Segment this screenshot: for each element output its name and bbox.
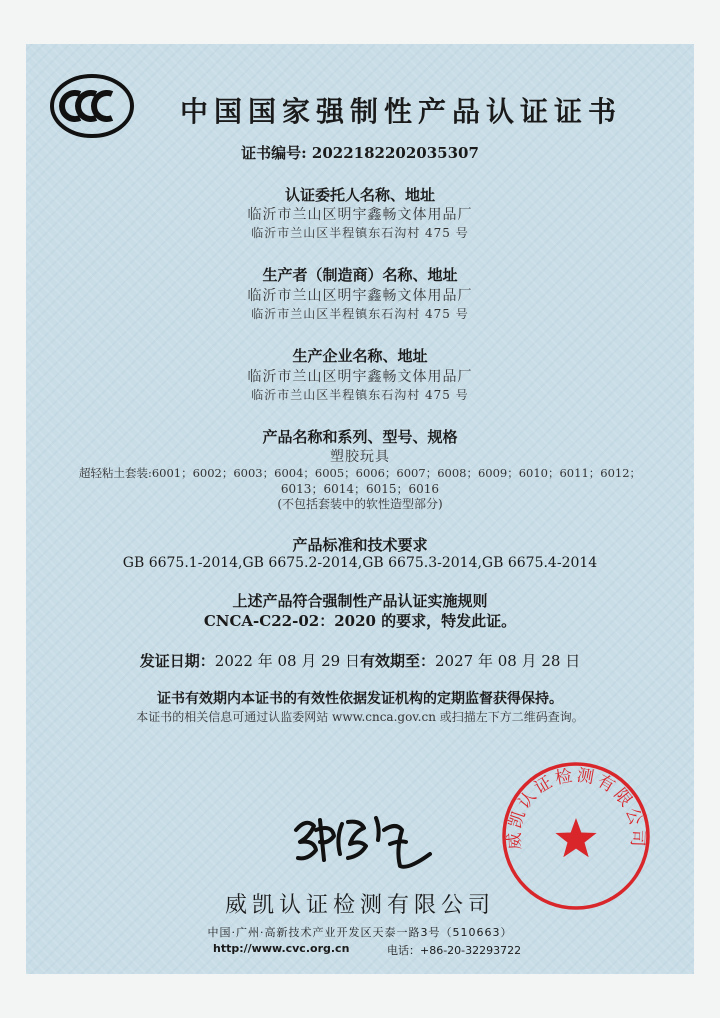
- ccc-logo: [50, 74, 134, 138]
- query-note: 本证书的相关信息可通过认监委网站 www.cnca.gov.cn 或扫描左下方二维码查询。: [136, 710, 584, 724]
- conformity-line1: 上述产品符合强制性产品认证实施规则: [232, 592, 488, 610]
- stamp-star-icon: [555, 818, 596, 857]
- certificate-title: 中国国家强制性产品认证证书: [180, 95, 623, 128]
- standard-heading: 产品标准和技术要求: [292, 536, 428, 554]
- handwritten-signature: [286, 800, 436, 880]
- applicant-address: 临沂市兰山区半程镇东石沟村 475 号: [251, 226, 469, 240]
- issuer-address: 中国·广州·高新技术产业开发区天泰一路3号（510663）: [207, 926, 513, 939]
- product-note: (不包括套装中的软性造型部分): [277, 497, 443, 511]
- factory-name: 临沂市兰山区明宇鑫畅文体用品厂: [247, 369, 473, 385]
- product-heading: 产品名称和系列、型号、规格: [262, 428, 458, 446]
- issuer-website: http://www.cvc.org.cn: [213, 942, 350, 955]
- manufacturer-name: 临沂市兰山区明宇鑫畅文体用品厂: [247, 288, 473, 304]
- product-name: 塑胶玩具: [330, 449, 390, 465]
- official-stamp: [498, 758, 654, 914]
- issuer-company: 威凯认证检测有限公司: [224, 893, 495, 918]
- manufacturer-heading: 生产者（制造商）名称、地址: [262, 266, 458, 284]
- validity-note: 证书有效期内本证书的有效性依据发证机构的定期监督获得保持。: [157, 691, 563, 707]
- factory-heading: 生产企业名称、地址: [292, 347, 428, 365]
- issue-date-label: 发证日期：: [139, 652, 215, 670]
- cert-number-label: 证书编号:: [241, 144, 307, 162]
- issue-date: 2022 年 08 月 29 日: [214, 652, 360, 670]
- factory-address: 临沂市兰山区半程镇东石沟村 475 号: [251, 388, 469, 402]
- conformity-line2: CNCA-C22-02：2020 的要求，特发此证。: [203, 612, 517, 630]
- valid-until-label: 有效期至：: [360, 652, 436, 670]
- product-models-line1: 超轻粘土套装:6001；6002；6003；6004；6005；6006；6007；6008；6009；6010；6011；6012；: [78, 466, 642, 480]
- standard-value: GB 6675.1-2014,GB 6675.2-2014,GB 6675.3-2014,GB 6675.4-2014: [122, 555, 598, 571]
- product-models-line2: 6013；6014；6015；6016: [280, 482, 440, 496]
- valid-until-date: 2027 年 08 月 28 日: [435, 652, 581, 670]
- applicant-heading: 认证委托人名称、地址: [284, 186, 435, 204]
- applicant-name: 临沂市兰山区明宇鑫畅文体用品厂: [247, 207, 473, 223]
- cert-number-value: 2022182202035307: [311, 144, 479, 162]
- stamp-text: 威凯认证检测有限公司: [504, 765, 648, 850]
- manufacturer-address: 临沂市兰山区半程镇东石沟村 475 号: [251, 307, 469, 321]
- issuer-phone: 电话：+86-20-32293722: [387, 944, 522, 957]
- certificate-dates: [0, 650, 720, 671]
- certificate-number: [0, 142, 720, 163]
